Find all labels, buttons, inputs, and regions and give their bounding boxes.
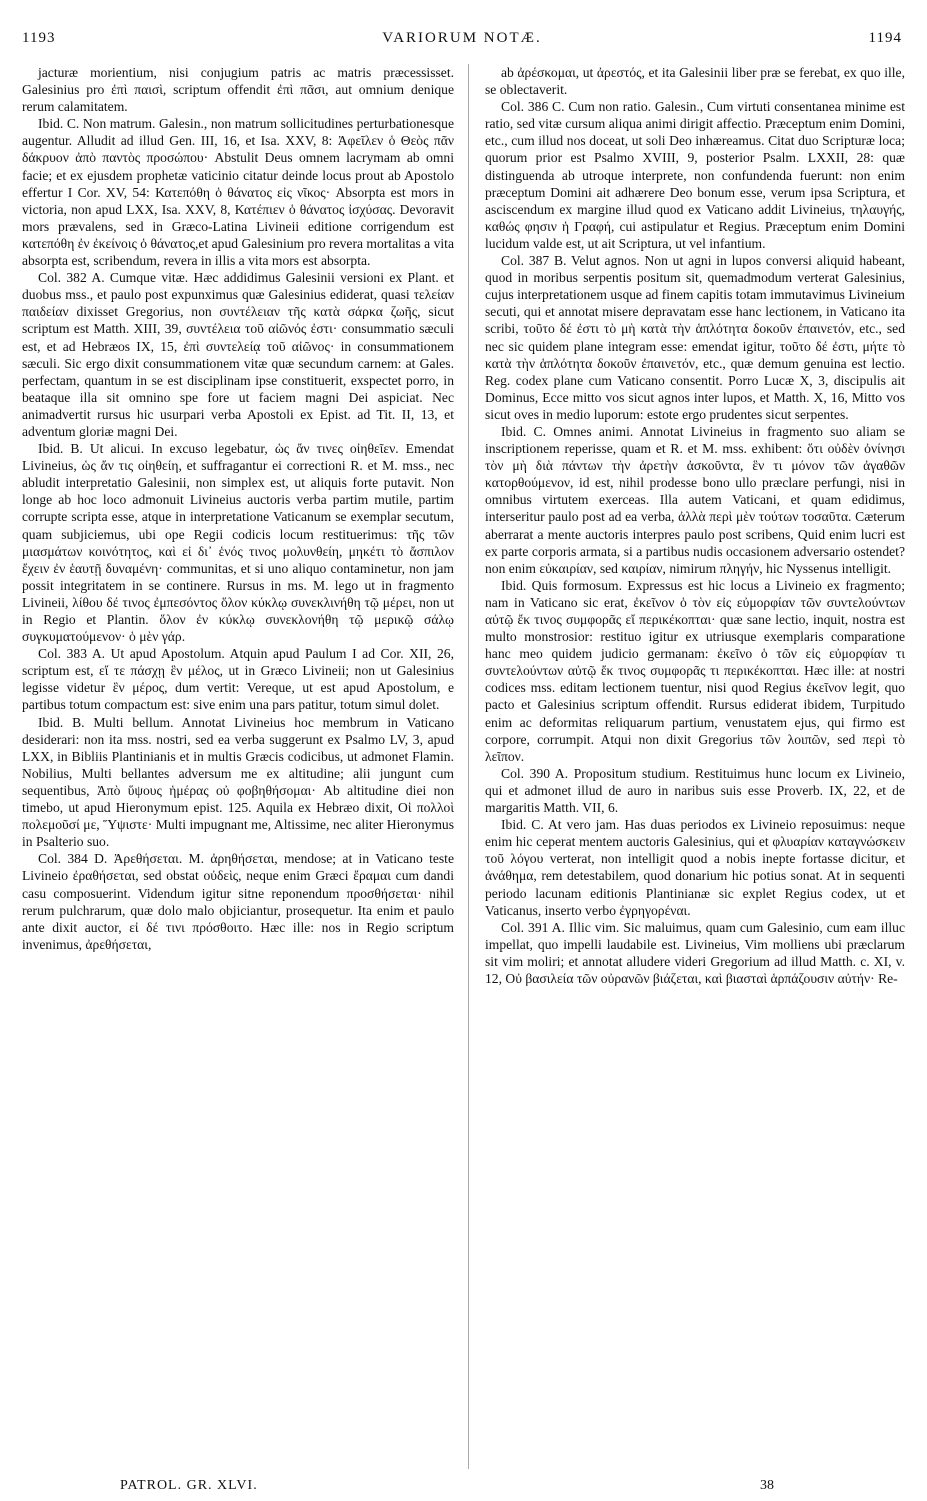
left-page-number: 1193 [22, 30, 56, 46]
right-column [485, 64, 905, 1469]
note-paragraph: jacturæ morientium, nisi conjugium patris ac matris præcessisset. Galesinius pro ἐπὶ παισὶ, scriptum offendit ἐπὶ πᾶσι, aut omnium denique rerum calamitatem. [22, 65, 454, 115]
note-paragraph: Col. 387 B. Velut agnos. Non ut agni in lupos conversi aliquid habeant, quod in moribus serpentis positum sit, quemadmodum verterat Galesinius, cujus interpretationem usque ad finem capitis totam immutavimus Livineium secuti, qui et annotat misere depravatam esse hanc lectionem, in Vaticano ita scribi, τοῦτο δέ ἐστι τὸ μὴ κατὰ τὴν ἁπλότητα δοκοῦν ἐπαινετόν, etc., sed nec sic quidem plane integram esse: emendat igitur, τοῦτο δέ ἐστι, μήτε τὸ κατὰ τὴν ἁπλότητα δοκοῦν ἐπαινετόν, etc., quæ demum genuina est lectio. Reg. codex plane cum Vaticano consentit. Porro Lucæ X, 3, discipulis ait Dominus, Ecce mitto vos sicut agnos inter lupos, et Matth. X, 16, Mitto vos sicut oves in medio luporum: estote ergo prudentes sicut serpentes. [485, 253, 905, 422]
note-paragraph: Ibid. C. Omnes animi. Annotat Livineius in fragmento suo aliam se inscriptionem reperisse, quam et R. et M. mss. exhibent: ὅτι οὐδὲν ὀνίνησι τὸν μὴ διὰ πάντων τὴν ἀρετὴν ἀσκοῦντα, ἓν τι μόνον τῶν ἀγαθῶν κατορθούμενον, id est, nihil prodesse bono ullo præclare perfungi, nisi in omnibus virtutem exerceas. Illa autem Vaticani, et quam edidimus, interseritur paulo post ad ea verba, ἀλλὰ περὶ μὲν τούτων τοσαῦτα. Cæterum aberrarat a mente auctoris interpres paulo post scribens, Quid enim lucri est ex parte corporis armata, si a partibus nudis occasionem adversario ostendet? non enim εὐκαιρίαν, sed καιρίαν, nimirum πληγήν, hic Nyssenus intelligit. [485, 423, 905, 576]
note-paragraph: Ibid. C. Non matrum. Galesin., non matrum sollicitudines perturbationesque augentur. Alludit ad illud Gen. III, 16, et Isa. XXV, 8: Ἀφεῖλεν ὁ Θεὸς πᾶν δάκρυον ἀπὸ παντὸς προσώπου· Abstulit Deus omnem lacrymam ab omni facie; et ex ejusdem prophetæ vaticinio citatur deinde locus prout ab Apostolo effertur I Cor. XV, 54: Κατεπόθη ὁ θάνατος εἰς νῖκος· Absorpta est mors in victoria, non apud LXX, Isa. XXV, 8, Κατέπιεν ὁ θάνατος ἰσχύσας. Devoravit mors prævalens, sed in Græco-Latina Livineii editione corrigendum est κατεπόθη ἐν ἐκείνοις ὁ θάνατος,et apud Galesinium pro revera mortalitas a vita absorpta est, scribendum, revera in illis a vita mors est absorpta. [22, 116, 454, 269]
right-page-number: 1194 [868, 30, 902, 46]
note-paragraph: Ibid. C. At vero jam. Has duas periodos ex Livineio reposuimus: neque enim hic ceperat mentem auctoris Galesinius, qui et φλυαρίαν καταγνώσκειν τοῦ λόγου verterat, non intelligit quod a nobis inepte fortasse dicitur, et ἀνάθημα, rem detestabilem, quod donarium hic potius sonat. At in sequenti periodo lacunam editionis Plantinianæ sic explet Regius codex, ut et Vaticanus, inserto verbo ἐγρηγορέναι. [485, 817, 905, 918]
note-paragraph: Ibid. Quis formosum. Expressus est hic locus a Livineio ex fragmento; nam in Vaticano sic erat, ἐκεῖνον ὁ τὸν εἰς εὐμορφίαν τῶν συντελούντων αὐτῷ ἔκ τινος συμφορᾶς εἴ περικέκοπται· quæ sane lectio, inquit, nostra est multo monstrosior: restituo igitur ex utriusque exemplaris comparatione hanc meo quidem judicio germanam: ἐκεῖνο ὁ τῶν εἰς εὐμορφίαν τι συντελούντων αὐτῷ ἔκ τινος συμφορᾶς τι περικέκοπται. Hæc ille: at nostri codices mss. editam lectionem tuentur, nisi quod Regius ἐκεῖνον legit, quo pacto et Galesinius scriptum offendit. Rursus ediderat ibidem, Turpitudo enim ac deformitas reliquarum partium, venustatem ejus, qui firmo est corpore, corrumpit. Atqui non dixit Gregorius τῶν λοιπῶν, sed περὶ τὸ λεῖπον. [485, 577, 905, 764]
left-column [22, 64, 454, 1469]
note-paragraph: Col. 383 A. Ut apud Apostolum. Atquin apud Paulum I ad Cor. XII, 26, scriptum est, εἴ τε πάσχῃ ἓν μέλος, ut in Græco Livineii; non ut Galesinius legisse videtur ἓν μέρος, dum vertit: Vereque, ut est apud Apostolum, e partibus totum compactum est: sive enim una pars patitur, totum simul dolet. [22, 646, 454, 713]
note-paragraph: Ibid. B. Ut alicui. In excuso legebatur, ὡς ἄν τινες οἰηθεῖεν. Emendat Livineius, ὡς ἄν τις οἰηθείη, et suffragantur ei correctioni R. et M. mss., nec abludit interpretatio Galesinii, non simplex est, ut aliquis forte putavit. Non longe ab hoc loco admonuit Livineius auctoris verba partim mutile, partim corrupte scripta esse, atque in interpretatione Vaticanum se exemplar secutum, quam subjiciemus, ubi ope Regii codicis locum restituerimus: τῆς τῶν μιασμάτων κοινότητος, καὶ εἰ δι᾽ ἑνός τινος μολυνθείη, μηκέτι τὸ ἄσπιλον ἔχειν ἐν ἑαυτῇ δυναμένη· communitas, et si uno aliquo contaminetur, non jam possit integritatem in se continere. Rursus in ms. M. lego ut in fragmento Livineii, λίθου δέ τινος ἐμπεσόντος ὅλον κύκλῳ συνεκλινήθη τῷ μέρει, non ut in Regio et Plantin. ὅλον ἐν κύκλῳ συνεκλονήθη τῷ μερικῷ σάλῳ συγκυματούμενον· ὁ μὲν γάρ. [22, 441, 454, 645]
note-paragraph: Ibid. B. Multi bellum. Annotat Livineius hoc membrum in Vaticano desiderari: non ita mss. nostri, sed ea verba suggerunt ex Psalmo LV, 3, apud LXX, in Bibliis Plantinianis et in multis Græcis codicibus, ut admonet Flamin. Nobilius, Multi bellantes adversum me ex altitudine; alii jungunt cum sequentibus, Ἀπὸ ὕψους ἡμέρας οὐ φοβηθήσομαι· Ab altitudine diei non timebo, ut apud Hieronymum epist. 125. Aquila ex Hebræo dixit, Οἱ πολλοὶ πολεμοῦσί με, Ὕψιστε· Multi impugnant me, Altissime, nec aliter Hieronymus in Psalterio suo. [22, 714, 454, 850]
note-paragraph: Col. 390 A. Propositum studium. Restituimus hunc locum ex Livineio, qui et admonet illud de auro in naribus suis esse Proverb. IX, 22, et de margaritis Matth. VII, 6. [485, 765, 905, 816]
page-footer [0, 1478, 927, 1498]
note-paragraph: Col. 382 A. Cumque vitæ. Hæc addidimus Galesinii versioni ex Plant. et duobus mss., et paulo post expunximus quæ Galesinius ediderat, quasi τελείαν παιδείαν dixisset Gregorius, non συντέλειαν τῆς κατὰ σάρκα ζωῆς, sicut scriptum est Matth. XIII, 39, συντέλεια τοῦ αἰῶνός ἐστι· consummatio sæculi est, et ad Hebræos IX, 15, ἐπὶ συντελείᾳ τοῦ αἰῶνος· in consummationem sæculi. Sic ergo dixit consummationem vitæ quæ secundum carnem: at Gales. perfectam, quantum in se est disciplinam ipse constituerit, exspectet porro, in beataque illa sit omnino spe fore ut faciem magni Dei aspiciat. Nec animadvertit rursus hic usurpari verba Apostoli ex Epist. ad Tit. II, 13, et adventum gloriæ magni Dei. [22, 270, 454, 439]
note-paragraph: Col. 384 D. Ἀρεθήσεται. M. ἀρηθήσεται, mendose; at in Vaticano teste Livineio ἐραθήσεται, sed obstat οὐδεὶς, neque enim Græci ἔραμαι cum dandi casu composuerint. Videndum igitur sitne reponendum προσθήσεται· nihil rerum pulchrarum, quæ dolo malo objiciantur, prosequetur. Ita enim et paulo ante dixit auctor, εἰ δέ τινι πρόσθοιτο. Hæc ille: nos in Regio scriptum invenimus, ἀρεθήσεται, [22, 851, 454, 952]
note-paragraph: ab ἀρέσκομαι, ut ἀρεστός, et ita Galesinii liber præ se ferebat, ex quo ille, se oblectaverit. [485, 65, 905, 98]
page-header [22, 30, 902, 54]
note-paragraph: Col. 386 C. Cum non ratio. Galesin., Cum virtuti consentanea minime est ratio, sed vitæ cursum aliqua animi dirigit affectio. Præceptum enim Domini, etc., cum illud nos doceat, ut soli Deo inhæreamus. Citat duo Scripturæ loca; quorum prior est Psalmo XVIII, 9, posterior Psalm. LXXII, 28: quæ distinguenda ab utroque interprete, non confundenda fuerunt: non enim præceptum Domini ait adhærere Deo bonum esse, verum ipsa Scriptura, et asciscendum ex margine illud quod ex Vaticano addit Livineius, τηλαυγής, καθώς φησιν ἡ Γραφή, cui astipulatur et Regius. Præceptum enim Domini lucidum valde est, ut ait Scriptura, ut vel infantium. [485, 99, 905, 251]
signature-number: 38 [760, 1478, 774, 1493]
note-paragraph: Col. 391 A. Illic vim. Sic maluimus, quam cum Galesinio, cum eam illuc impellat, quo impelli laudabile est. Livineius, Vim molliens ubi præclarum sit vim moliri; et annotat alludere videri Gregorium ad illud Matth. c. XI, v. 12, Οὐ βασιλεία τῶν οὐρανῶν βιάζεται, καὶ βιασταὶ ἁρπάζουσιν αὐτήν· Re- [485, 919, 905, 986]
column-divider [468, 64, 469, 1469]
running-title: VARIORUM NOTÆ. [382, 30, 542, 46]
volume-signature: PATROL. GR. XLVI. [120, 1478, 258, 1493]
